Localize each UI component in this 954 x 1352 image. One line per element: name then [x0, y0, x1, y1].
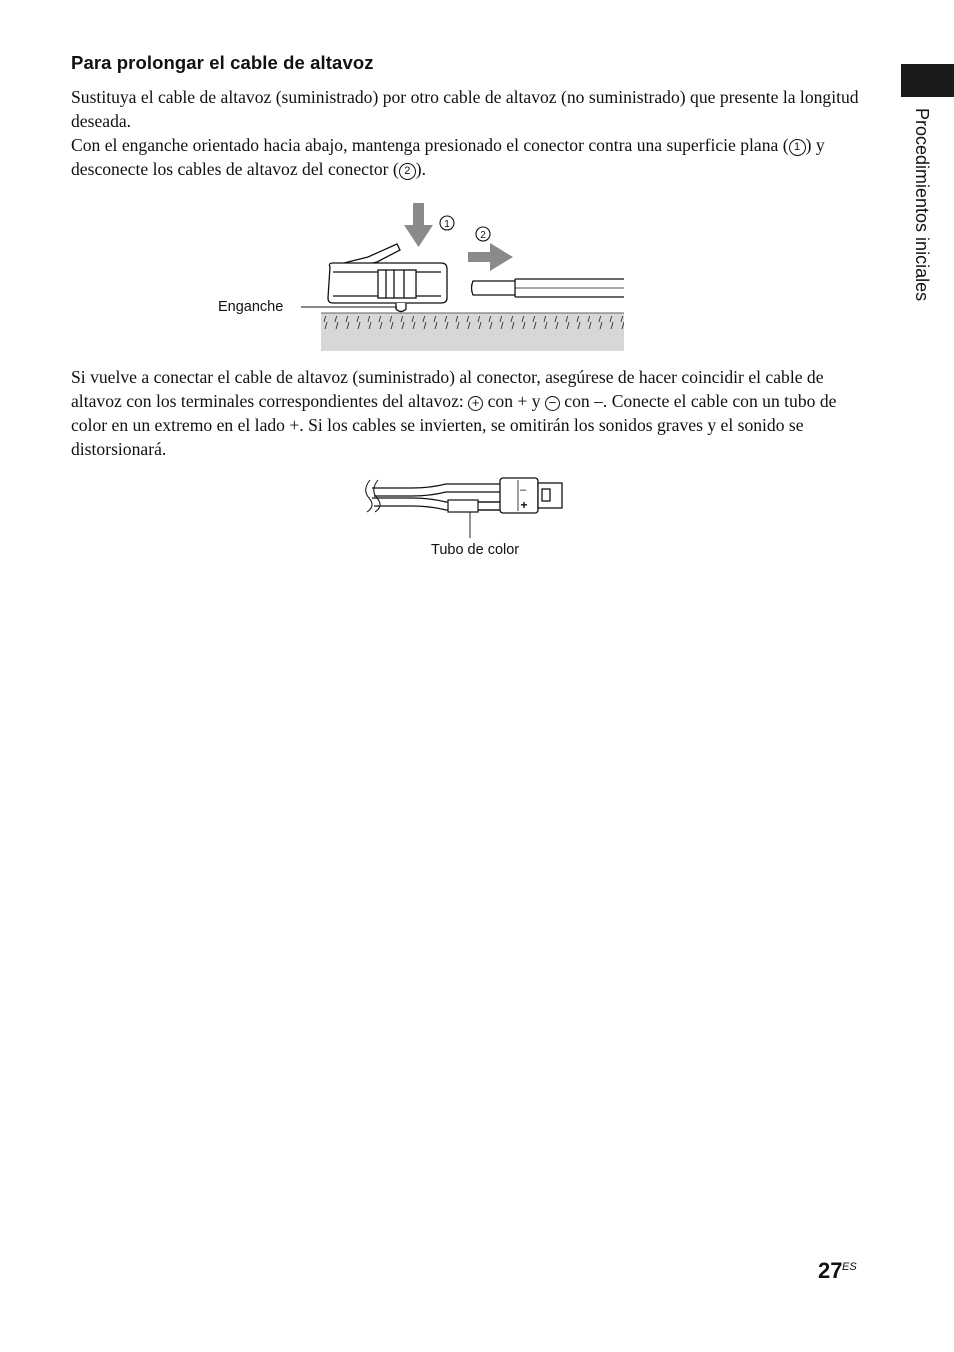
p2-text-middle: ) y desconecte los cables de altavoz del conector (: [71, 135, 825, 179]
pull-out-arrow: [468, 243, 513, 271]
p3-text-middle: con + y: [483, 391, 545, 411]
p3-text-end: con –. Conecte el cable con un tubo de color en un extremo en el lado +. Si los cables se invierten, se omitirán los sonidos graves y el sonido se distorsionará.: [71, 391, 837, 459]
wire-positive: [372, 498, 500, 502]
minus-terminal-symbol: −: [545, 396, 560, 411]
plus-terminal-symbol: +: [468, 396, 483, 411]
polarity-connector: [500, 478, 562, 513]
hook-callout-label: Enganche: [218, 299, 284, 315]
speaker-connector: [328, 244, 447, 312]
paragraph-intro: Sustituya el cable de altavoz (suministrado) por otro cable de altavoz (no suministrado) que presente la longitud deseada.: [71, 87, 859, 131]
step-1-label: 1: [444, 219, 450, 230]
section-tab-marker: [901, 64, 954, 97]
cable-polarity-diagram: [350, 470, 590, 565]
color-tube: [448, 500, 478, 512]
step-2-marker: 2: [399, 163, 416, 180]
push-down-arrow: [404, 203, 433, 247]
section-tab-label: Procedimientos iniciales: [912, 108, 932, 302]
connector-disconnect-diagram: [200, 190, 640, 360]
page-number: 27: [818, 1258, 843, 1283]
surface-hatching: [321, 316, 624, 329]
p2-text-end: ).: [415, 159, 427, 179]
p2-text-start: Con el enganche orientado hacia abajo, mantenga presionado el conector contra una superficie plana (: [71, 135, 789, 155]
wire-negative: [372, 484, 500, 488]
paragraph-reconnect: [71, 365, 861, 461]
tube-callout-label: Tubo de color: [431, 542, 520, 558]
minus-label: –: [519, 484, 527, 496]
paragraph-disconnect: [71, 133, 861, 181]
page-language-suffix: ES: [842, 1261, 857, 1273]
step-2-label: 2: [480, 230, 486, 241]
cable-break-mark: [366, 480, 372, 512]
p3-text-start: Si vuelve a conectar el cable de altavoz (suministrado) al conector, asegúrese de hacer coincidir el cable de altavoz con los terminales correspondientes del altavoz:: [71, 367, 824, 411]
speaker-cable: [472, 279, 625, 297]
plus-label: +: [520, 498, 528, 512]
step-1-marker: 1: [789, 139, 806, 156]
section-heading: Para prolongar el cable de altavoz: [71, 52, 374, 73]
